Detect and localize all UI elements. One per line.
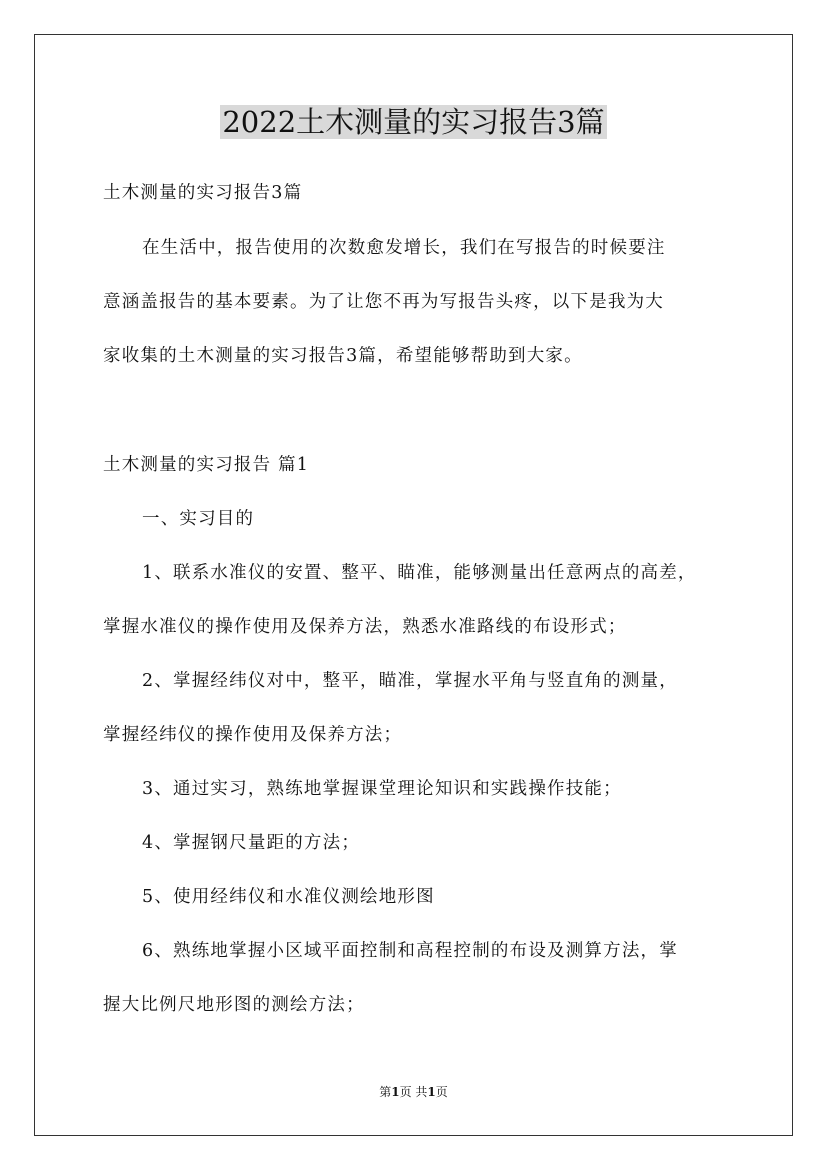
page-middle: 页 共 [399,1085,428,1099]
list-item-5: 5、使用经纬仪和水准仪测绘地形图 [142,887,435,907]
list-item-3: 3、通过实习，熟练地掌握课堂理论知识和实践操作技能； [142,779,622,799]
list-item-4: 4、掌握钢尺量距的方法； [142,833,361,853]
page-suffix: 页 [435,1085,448,1099]
list-item-2: 2、掌握经纬仪对中，整平，瞄准，掌握水平角与竖直角的测量， [142,671,678,691]
list-item-1: 1、联系水准仪的安置、整平、瞄准，能够测量出任意两点的高差， [142,563,697,583]
document-subtitle: 土木测量的实习报告3篇 [103,183,303,203]
intro-line-2: 意涵盖报告的基本要素。为了让您不再为写报告头疼，以下是我为大 [103,292,664,312]
page-footer [0,1084,827,1100]
intro-line-1: 在生活中，报告使用的次数愈发增长，我们在写报告的时候要注 [142,238,666,258]
section-heading: 土木测量的实习报告 篇1 [103,455,310,475]
page-current: 1 [391,1085,400,1099]
document-title [0,102,827,142]
page-prefix: 第 [379,1085,392,1099]
page-total: 1 [427,1085,436,1099]
intro-line-3: 家收集的土木测量的实习报告3篇，希望能够帮助到大家。 [103,346,583,366]
list-item-6: 6、熟练地掌握小区域平面控制和高程控制的布设及测算方法，掌 [142,941,678,961]
objective-heading: 一、实习目的 [142,509,255,529]
list-item-1-cont: 掌握水准仪的操作使用及保养方法，熟悉水准路线的布设形式； [103,617,627,637]
list-item-6-cont: 握大比例尺地形图的测绘方法； [103,995,365,1015]
document-title-text: 2022土木测量的实习报告3篇 [222,105,605,139]
list-item-2-cont: 掌握经纬仪的操作使用及保养方法； [103,725,403,745]
